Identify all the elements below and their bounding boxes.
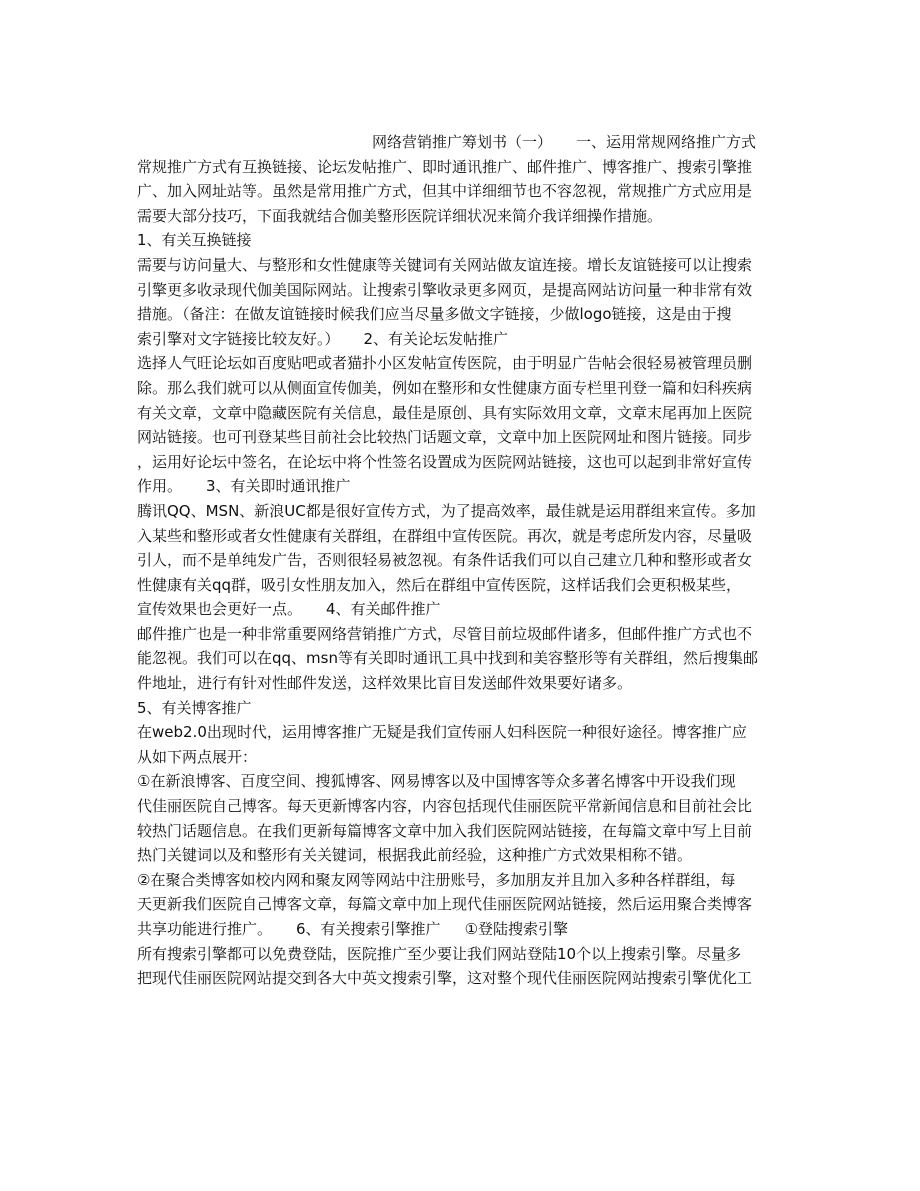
paragraph-line: 腾讯QQ、MSN、新浪UC都是很好宣传方式，为了提高效率，最佳就是运用群组来宣传。多加 (137, 501, 756, 520)
paragraph-text: 宣传效果也会更好一点。 (137, 600, 303, 619)
paragraph-line: 网站链接。也可刊登某些目前社会比较热门话题文章，文章中加上医院网址和图片链接。同步 (137, 428, 753, 447)
subheading-instant-messaging: 3、有关即时通讯推广 (206, 477, 351, 496)
paragraph-line: 有关文章，文章中隐藏医院有关信息，最佳是原创、具有实际效用文章，文章末尾再加上医院 (137, 403, 753, 422)
paragraph-line: ②在聚合类博客如校内网和聚友网等网站中注册账号，多加朋友并且加入多种各样群组，每 (137, 870, 736, 889)
subheading-search-engine: 6、有关搜索引擎推广 (296, 920, 441, 938)
paragraph-line: 措施。（备注：在做友谊链接时候我们应当尽量多做文字链接，少做logo链接，这是由于搜 (137, 305, 732, 324)
paragraph-line: 天更新我们医院自己博客文章，每篇文章中加上现代佳丽医院网站链接，然后运用聚合类博客 (137, 895, 753, 914)
paragraph-line: 在web2.0出现时代，运用博客推广无疑是我们宣传丽人妇科医院一种很好途径。博客推广应 (137, 723, 747, 742)
paragraph-line: 较热门话题信息。在我们更新每篇博客文章中加入我们医院网站链接，在每篇文章中写上目前 (137, 821, 753, 840)
paragraph-line: 除。那么我们就可以从侧面宣传伽美，例如在整形和女性健康方面专栏里刊登一篇和妇科疾病 (137, 378, 753, 397)
subheading-email: 4、有关邮件推广 (326, 600, 441, 619)
document-title: 网络营销推广筹划书（一） (372, 133, 553, 151)
paragraph-line-with-heading (137, 327, 787, 352)
section-heading-1: 一、运用常规网络推广方式 (576, 133, 757, 151)
subheading-forum-posting: 2、有关论坛发帖推广 (363, 329, 509, 348)
paragraph-line-with-heading (137, 917, 787, 942)
paragraph-text: 作用。 (137, 477, 183, 496)
paragraph-text: 共享功能进行推广。 (137, 920, 273, 938)
paragraph-line: 从如下两点展开： (137, 747, 258, 766)
paragraph-text: 索引擎对文字链接比较友好。） (137, 329, 340, 348)
title-line (137, 130, 787, 155)
paragraph-line: 入某些和整形或者女性健康有关群组，在群组中宣传医院。再次，就是考虑所发内容，尽量吸 (137, 526, 753, 545)
paragraph-line: ①在新浪博客、百度空间、搜狐博客、网易博客以及中国博客等众多著名博客中开设我们现 (137, 772, 736, 791)
paragraph-line: 代佳丽医院自己博客。每天更新博客内容，内容包括现代佳丽医院平常新闻信息和目前社会比 (137, 797, 753, 816)
paragraph-line: ，运用好论坛中签名，在论坛中将个性签名设置成为医院网站链接，这也可以起到非常好宣传 (137, 452, 753, 471)
subheading-exchange-links: 1、有关互换链接 (137, 231, 252, 250)
paragraph-line: 能忽视。我们可以在qq、msn等有关即时通讯工具中找到和美容整形等有关群组，然后搜集邮 (137, 649, 758, 668)
paragraph-line: 选择人气旺论坛如百度贴吧或者猫扑小区发帖宣传医院，由于明显广告帖会很轻易被管理员删 (137, 354, 753, 373)
paragraph-line: 引擎更多收录现代伽美国际网站。让搜索引擎收录更多网页，是提高网站访问量一种非常有效 (137, 280, 753, 299)
subheading-blog: 5、有关博客推广 (137, 698, 252, 717)
paragraph-line-with-heading (137, 597, 787, 622)
paragraph-line: 热门关键词以及和整形有关关键词，根据我此前经验，这种推广方式效果相称不错。 (137, 846, 693, 865)
paragraph-line: 所有搜索引擎都可以免费登陆，医院推广至少要让我们网站登陆10个以上搜索引擎。尽量多 (137, 944, 742, 963)
document-body (137, 130, 787, 991)
paragraph-line: 引人，而不是单纯发广告，否则很轻易被忽视。有条件话我们可以自己建立几种和整形或者女 (137, 551, 753, 570)
paragraph-line: 邮件推广也是一种非常重要网络营销推广方式，尽管目前垃圾邮件诸多，但邮件推广方式也不 (137, 624, 753, 643)
paragraph-line: 常规推广方式有互换链接、论坛发帖推广、即时通讯推广、邮件推广、博客推广、搜索引擎推 (137, 157, 753, 176)
paragraph-line: 把现代佳丽医院网站提交到各大中英文搜索引擎，这对整个现代佳丽医院网站搜索引擎优化工 (137, 969, 753, 988)
paragraph-line: 件地址，进行有针对性邮件发送，这样效果比盲目发送邮件效果要好诸多。 (137, 674, 633, 693)
paragraph-line-with-heading (137, 474, 787, 499)
paragraph-line: 需要大部分技巧，下面我就结合伽美整形医院详细状况来简介我详细操作措施。 (137, 206, 663, 225)
paragraph-line: 性健康有关qq群，吸引女性朋友加入，然后在群组中宣传医院，这样话我们会更积极某些， (137, 575, 742, 594)
subheading-search-engine-login: ①登陆搜索引擎 (464, 920, 569, 938)
paragraph-line: 广、加入网址站等。虽然是常用推广方式，但其中详细细节也不容忽视，常规推广方式应用是 (137, 182, 753, 201)
paragraph-line: 需要与访问量大、与整形和女性健康等关键词有关网站做友谊连接。增长友谊链接可以让搜索 (137, 255, 753, 274)
